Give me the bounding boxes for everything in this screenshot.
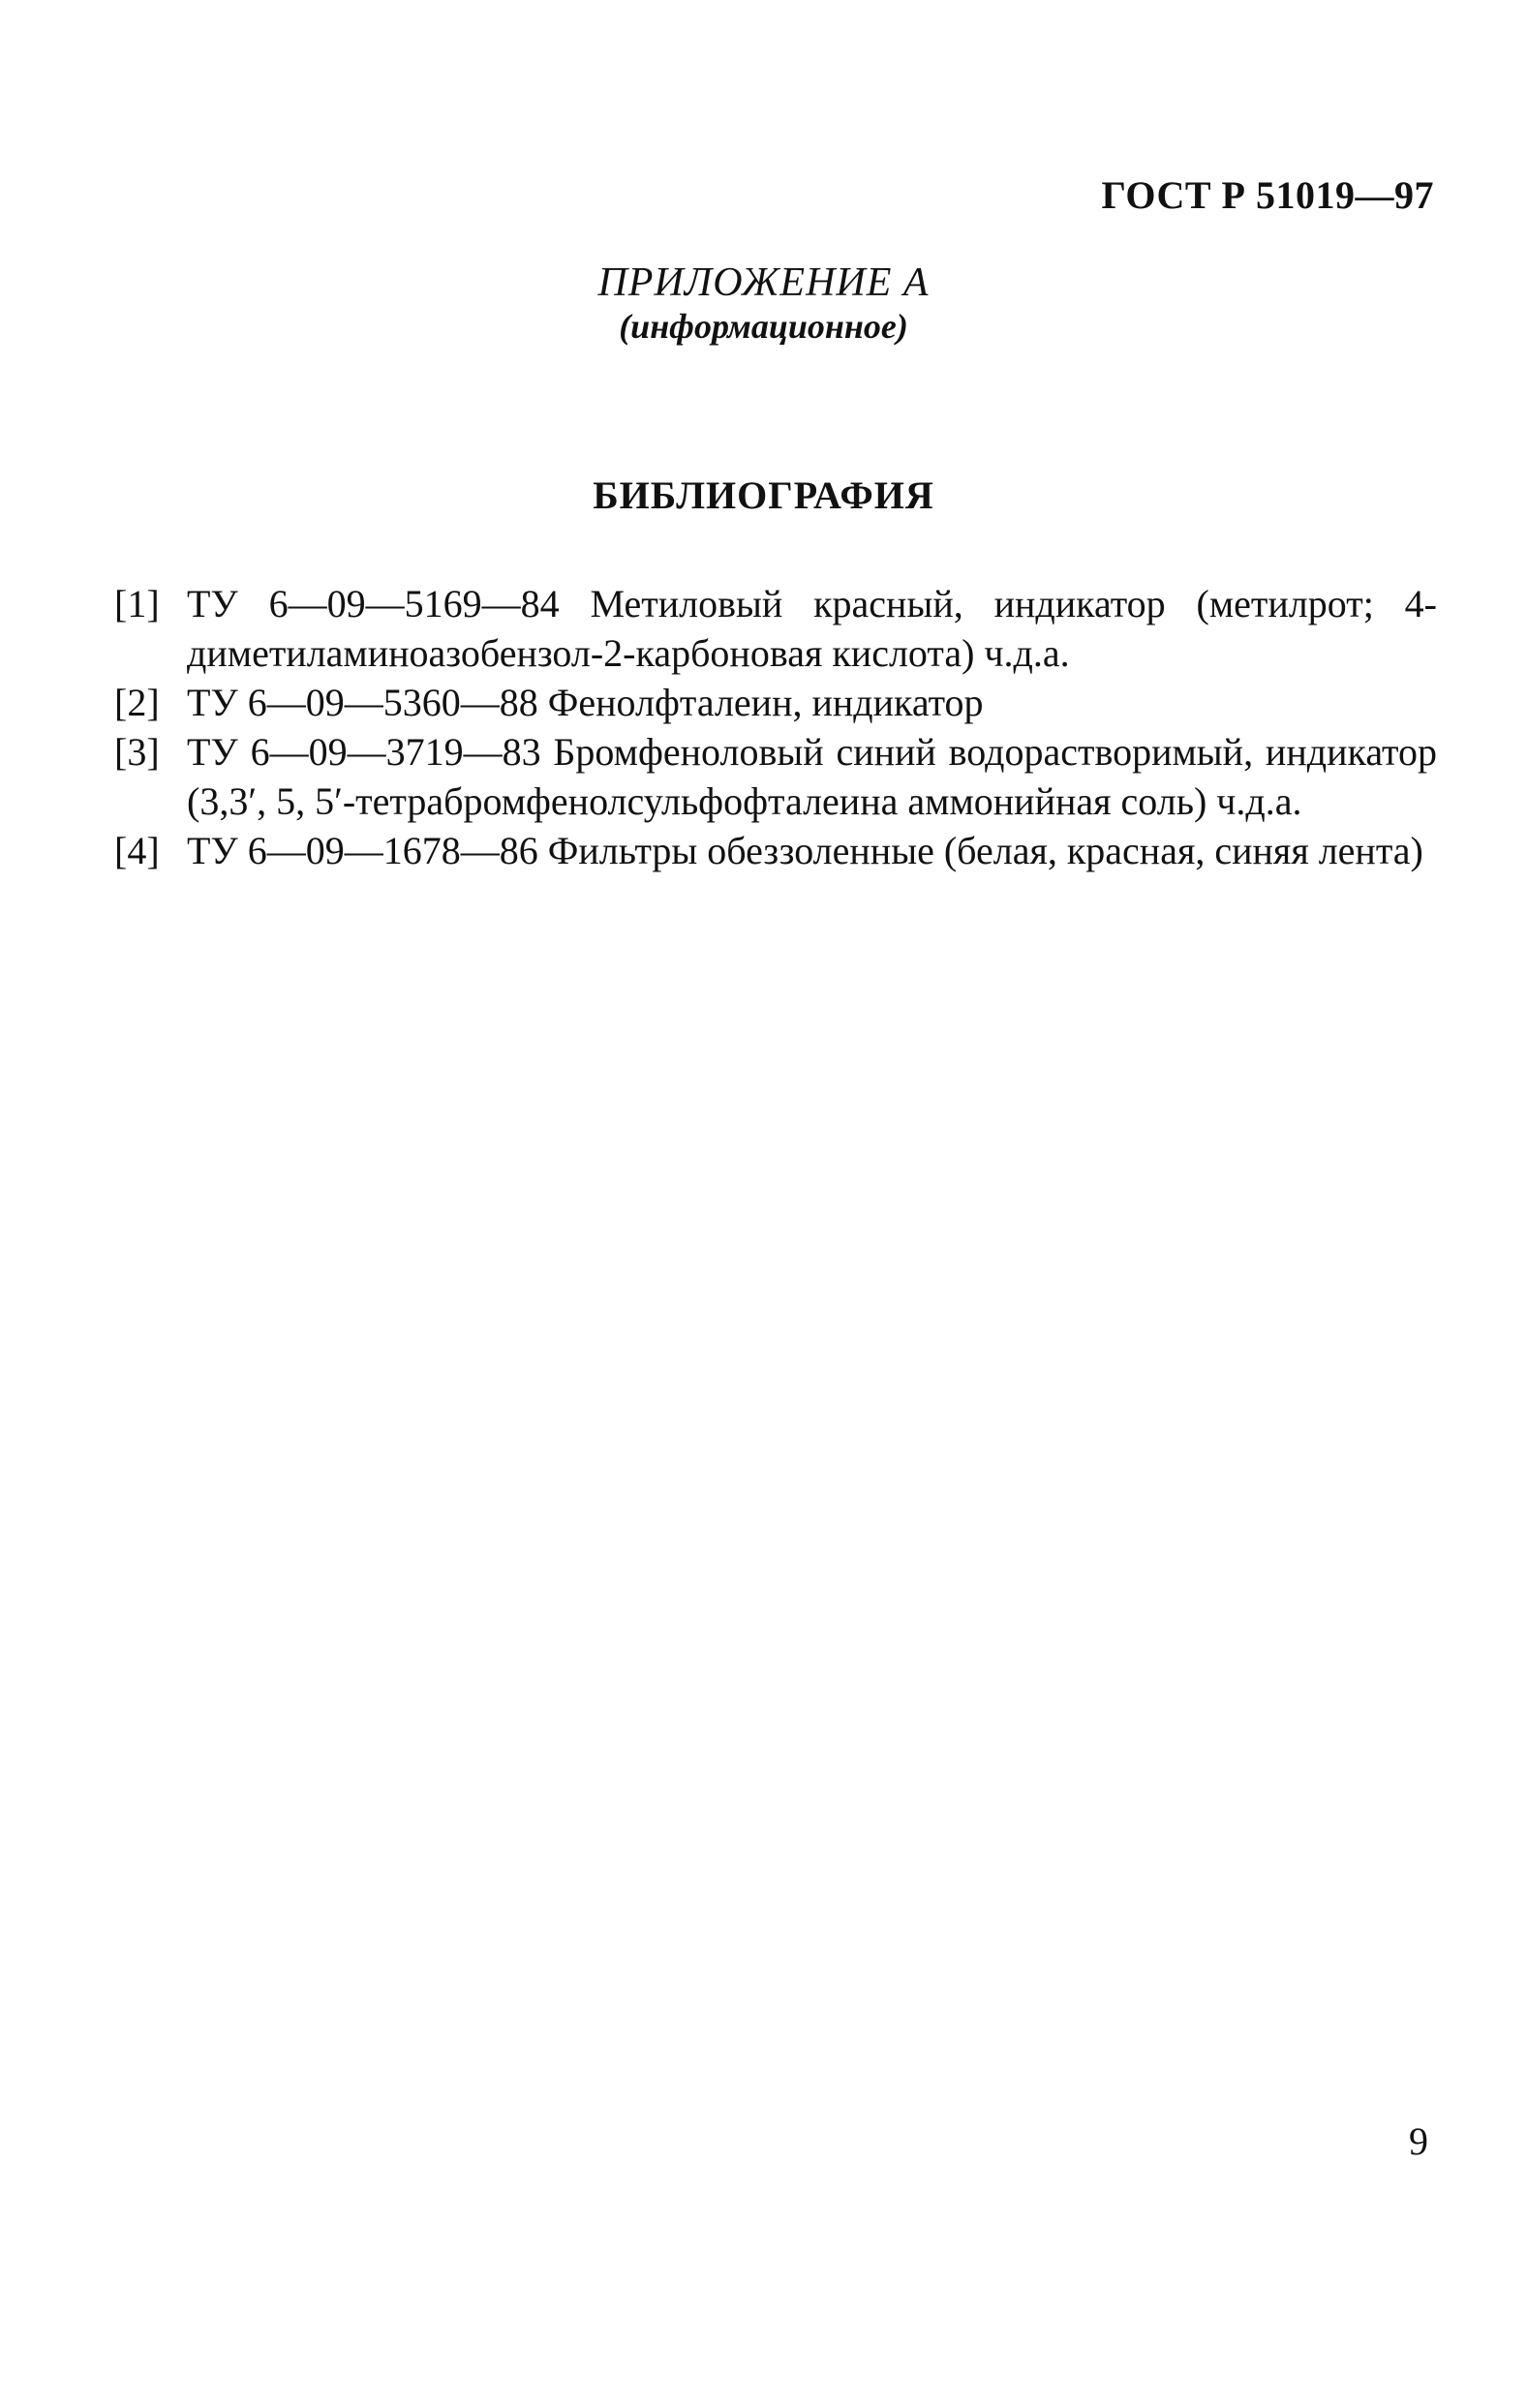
bibliography-list bbox=[114, 579, 1437, 875]
bibliography-item bbox=[114, 727, 1437, 826]
appendix-title: ПРИЛОЖЕНИЕ А bbox=[597, 260, 930, 305]
bibliography-item-text: ТУ 6—09—3719—83 Бромфеноловый синий водорастворимый, индикатор (3,3′, 5, 5′-тетрабромфенолсульфофталеина аммонийная соль) ч.д.а. bbox=[187, 730, 1437, 823]
bibliography-item-number: [3] bbox=[114, 730, 160, 774]
bibliography-item-number: [1] bbox=[114, 582, 160, 625]
bibliography-item-number: [4] bbox=[114, 829, 160, 872]
document-code: ГОСТ Р 51019—97 bbox=[1101, 173, 1434, 217]
bibliography-item-text: ТУ 6—09—1678—86 Фильтры обеззоленные (белая, красная, синяя лента) bbox=[187, 829, 1423, 872]
appendix-heading bbox=[0, 259, 1527, 348]
appendix-note: (информационное) bbox=[619, 307, 908, 347]
section-title: БИБЛИОГРАФИЯ bbox=[593, 473, 934, 517]
page-number: 9 bbox=[1409, 2119, 1428, 2163]
bibliography-item bbox=[114, 678, 1437, 727]
bibliography-item-number: [2] bbox=[114, 681, 160, 724]
bibliography-item-text: ТУ 6—09—5360—88 Фенолфталеин, индикатор bbox=[187, 681, 984, 724]
bibliography-item bbox=[114, 579, 1437, 678]
bibliography-item bbox=[114, 826, 1437, 875]
bibliography-item-text: ТУ 6—09—5169—84 Метиловый красный, индикатор (метилрот; 4-диметиламиноазобензол-2-карбоновая кислота) ч.д.а. bbox=[187, 582, 1437, 675]
